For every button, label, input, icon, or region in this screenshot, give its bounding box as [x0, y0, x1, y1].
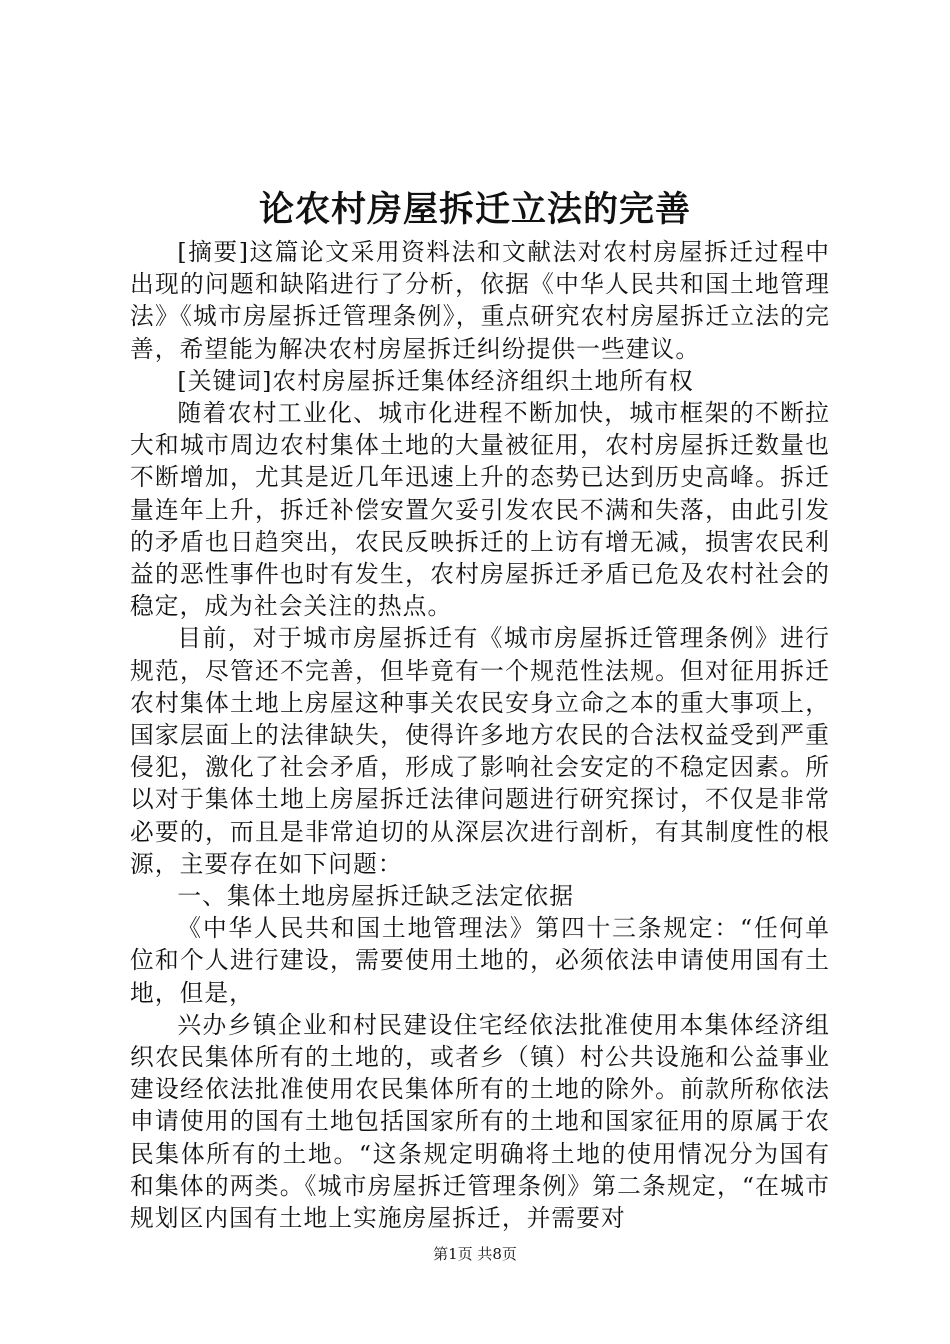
- keywords-paragraph: [关键词]农村房屋拆迁集体经济组织土地所有权: [177, 366, 694, 395]
- document-body: [130, 236, 830, 1234]
- body-paragraph: 兴办乡镇企业和村民建设住宅经依法批准使用本集体经济组织农民集体所有的土地的，或者乡（镇）村公共设施和公益事业建设经依法批准使用农民集体所有的土地的除外。前款所称依法申请使用的国有土地包括国家所有的土地和国家征用的原属于农民集体所有的土地。“这条规定明确将土地的使用情况分为国有和集体的两类。《城市房屋拆迁管理条例》第二条规定，“在城市规划区内国有土地上实施房屋拆迁，并需要对: [130, 1010, 830, 1233]
- body-paragraph: 《中华人民共和国土地管理法》第四十三条规定：“任何单位和个人进行建设，需要使用土地的，必须依法申请使用国有土地，但是，: [130, 914, 830, 1007]
- section-heading: 一、集体土地房屋拆迁缺乏法定依据: [177, 882, 574, 911]
- page-footer: 第1页 共8页: [433, 1245, 517, 1263]
- body-paragraph: 目前，对于城市房屋拆迁有《城市房屋拆迁管理条例》进行规范，尽管还不完善，但毕竟有一个规范性法规。但对征用拆迁农村集体土地上房屋这种事关农民安身立命之本的重大事项上，国家层面上的法律缺失，使得许多地方农民的合法权益受到严重侵犯，激化了社会矛盾，形成了影响社会安定的不稳定因素。所以对于集体土地上房屋拆迁法律问题进行研究探讨，不仅是非常必要的，而且是非常迫切的从深层次进行剖析，有其制度性的根源，主要存在如下问题：: [130, 624, 830, 878]
- document-title: 论农村房屋拆迁立法的完善: [258, 189, 691, 230]
- abstract-paragraph: [摘要]这篇论文采用资料法和文献法对农村房屋拆迁过程中出现的问题和缺陷进行了分析，依据《中华人民共和国土地管理法》《城市房屋拆迁管理条例》，重点研究农村房屋拆迁立法的完善，希望能为解决农村房屋拆迁纠纷提供一些建议。: [130, 238, 830, 363]
- body-paragraph: 随着农村工业化、城市化进程不断加快，城市框架的不断拉大和城市周边农村集体土地的大量被征用，农村房屋拆迁数量也不断增加，尤其是近几年迅速上升的态势已达到历史高峰。拆迁量连年上升，拆迁补偿安置欠妥引发农民不满和失落，由此引发的矛盾也日趋突出，农民反映拆迁的上访有增无减，损害农民利益的恶性事件也时有发生，农村房屋拆迁矛盾已危及农村社会的稳定，成为社会关注的热点。: [130, 399, 830, 621]
